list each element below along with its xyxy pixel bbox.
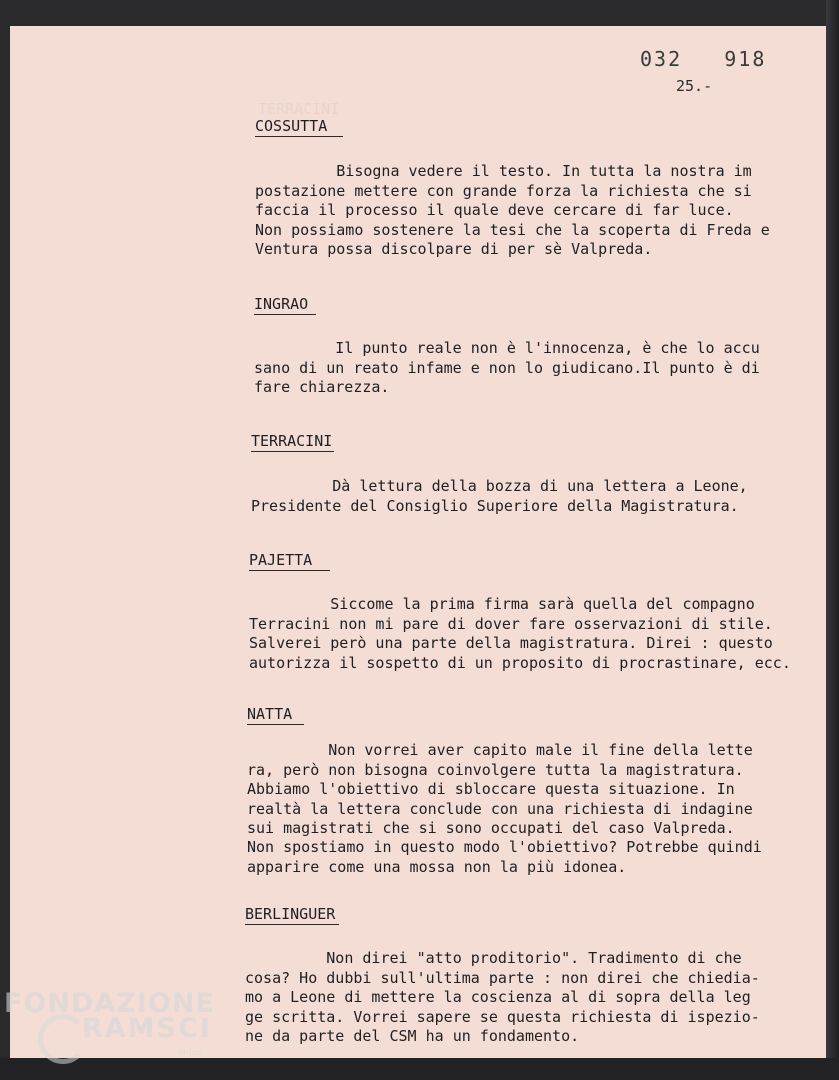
text-line: Salverei però una parte della magistratura. Direi : questo <box>249 634 773 653</box>
text-line: faccia il processo il quale deve cercare di far luce. <box>255 201 734 220</box>
text-line: Terracini non mi pare di dover fare osservazioni di stile. <box>249 614 773 633</box>
text-line: realtà la lettera conclude con una richiesta di indagine <box>247 799 753 818</box>
text-line: fare chiarezza. <box>254 378 390 397</box>
speaker-heading: INGRAO <box>254 294 316 315</box>
text-line: Dà lettura della bozza di una lettera a Leone, <box>251 477 748 496</box>
statement-text <box>247 722 762 897</box>
speaker-heading: TERRACINI <box>251 432 333 450</box>
statement-text <box>249 576 791 692</box>
text-line: ne da parte del CSM ha un fondamento. <box>245 1027 580 1046</box>
text-line: Non vorrei aver capito male il fine della lette <box>247 741 753 760</box>
statement-text <box>251 458 748 536</box>
text-line: Non direi "atto proditorio". Tradimento di che <box>245 949 742 968</box>
page-edge-right <box>826 0 839 1080</box>
watermark-g-icon <box>38 1014 88 1064</box>
text-line: ra, però non bisogna coinvolgere tutta la magistratura. <box>247 760 744 779</box>
statement-text <box>245 930 760 1066</box>
speaker-heading: NATTA <box>247 704 304 725</box>
statement-text <box>255 143 770 279</box>
text-line: sui magistrati che si sono occupati del caso Valpreda. <box>247 819 735 838</box>
text-line: ge scritta. Vorrei sapere se questa richiesta di ispezio- <box>245 1007 760 1026</box>
watermark-sub: onlus <box>178 1048 203 1058</box>
archive-number: 032 918 <box>640 47 767 71</box>
page-number: 25.- <box>676 77 713 95</box>
show-through-text: TERRACINI <box>258 100 340 118</box>
text-line: Non spostiamo in questo modo l'obiettivo? Potrebbe quindi <box>247 838 762 857</box>
text-line: autorizza il sospetto di un proposito di procrastinare, ecc. <box>249 653 791 672</box>
text-line: postazione mettere con grande forza la richiesta che si <box>255 181 752 200</box>
text-line: Siccome la prima firma sarà quella del compagno <box>249 595 755 614</box>
text-line: Ventura possa discolpare di per sè Valpreda. <box>255 240 653 259</box>
text-line: Presidente del Consiglio Superiore della Magistratura. <box>251 496 739 515</box>
foundation-watermark-logo <box>4 988 215 1058</box>
text-line: sano di un reato infame e non lo giudicano.Il punto è di <box>254 358 760 377</box>
text-line: Abbiamo l'obiettivo di sbloccare questa situazione. In <box>247 780 735 799</box>
text-line: apparire come una mossa non la più idonea. <box>247 857 627 876</box>
text-line: cosa? Ho dubbi sull'ultima parte : non direi che chiedia- <box>245 968 760 987</box>
speaker-heading: PAJETTA <box>249 550 330 571</box>
text-line: Non possiamo sostenere la tesi che la scoperta di Freda e <box>255 220 770 239</box>
text-line: mo a Leone di mettere la coscienza al di sopra della leg <box>245 988 751 1007</box>
speaker-heading: BERLINGUER <box>245 904 339 925</box>
watermark-line2: RAMSCI <box>82 1013 212 1044</box>
speaker-heading: COSSUTTA <box>255 116 343 137</box>
text-line: Bisogna vedere il testo. In tutta la nostra im <box>255 162 752 181</box>
statement-text <box>254 320 760 417</box>
text-line: Il punto reale non è l'innocenza, è che lo accu <box>254 339 760 358</box>
watermark-line1: FONDAZIONE <box>4 988 215 1019</box>
